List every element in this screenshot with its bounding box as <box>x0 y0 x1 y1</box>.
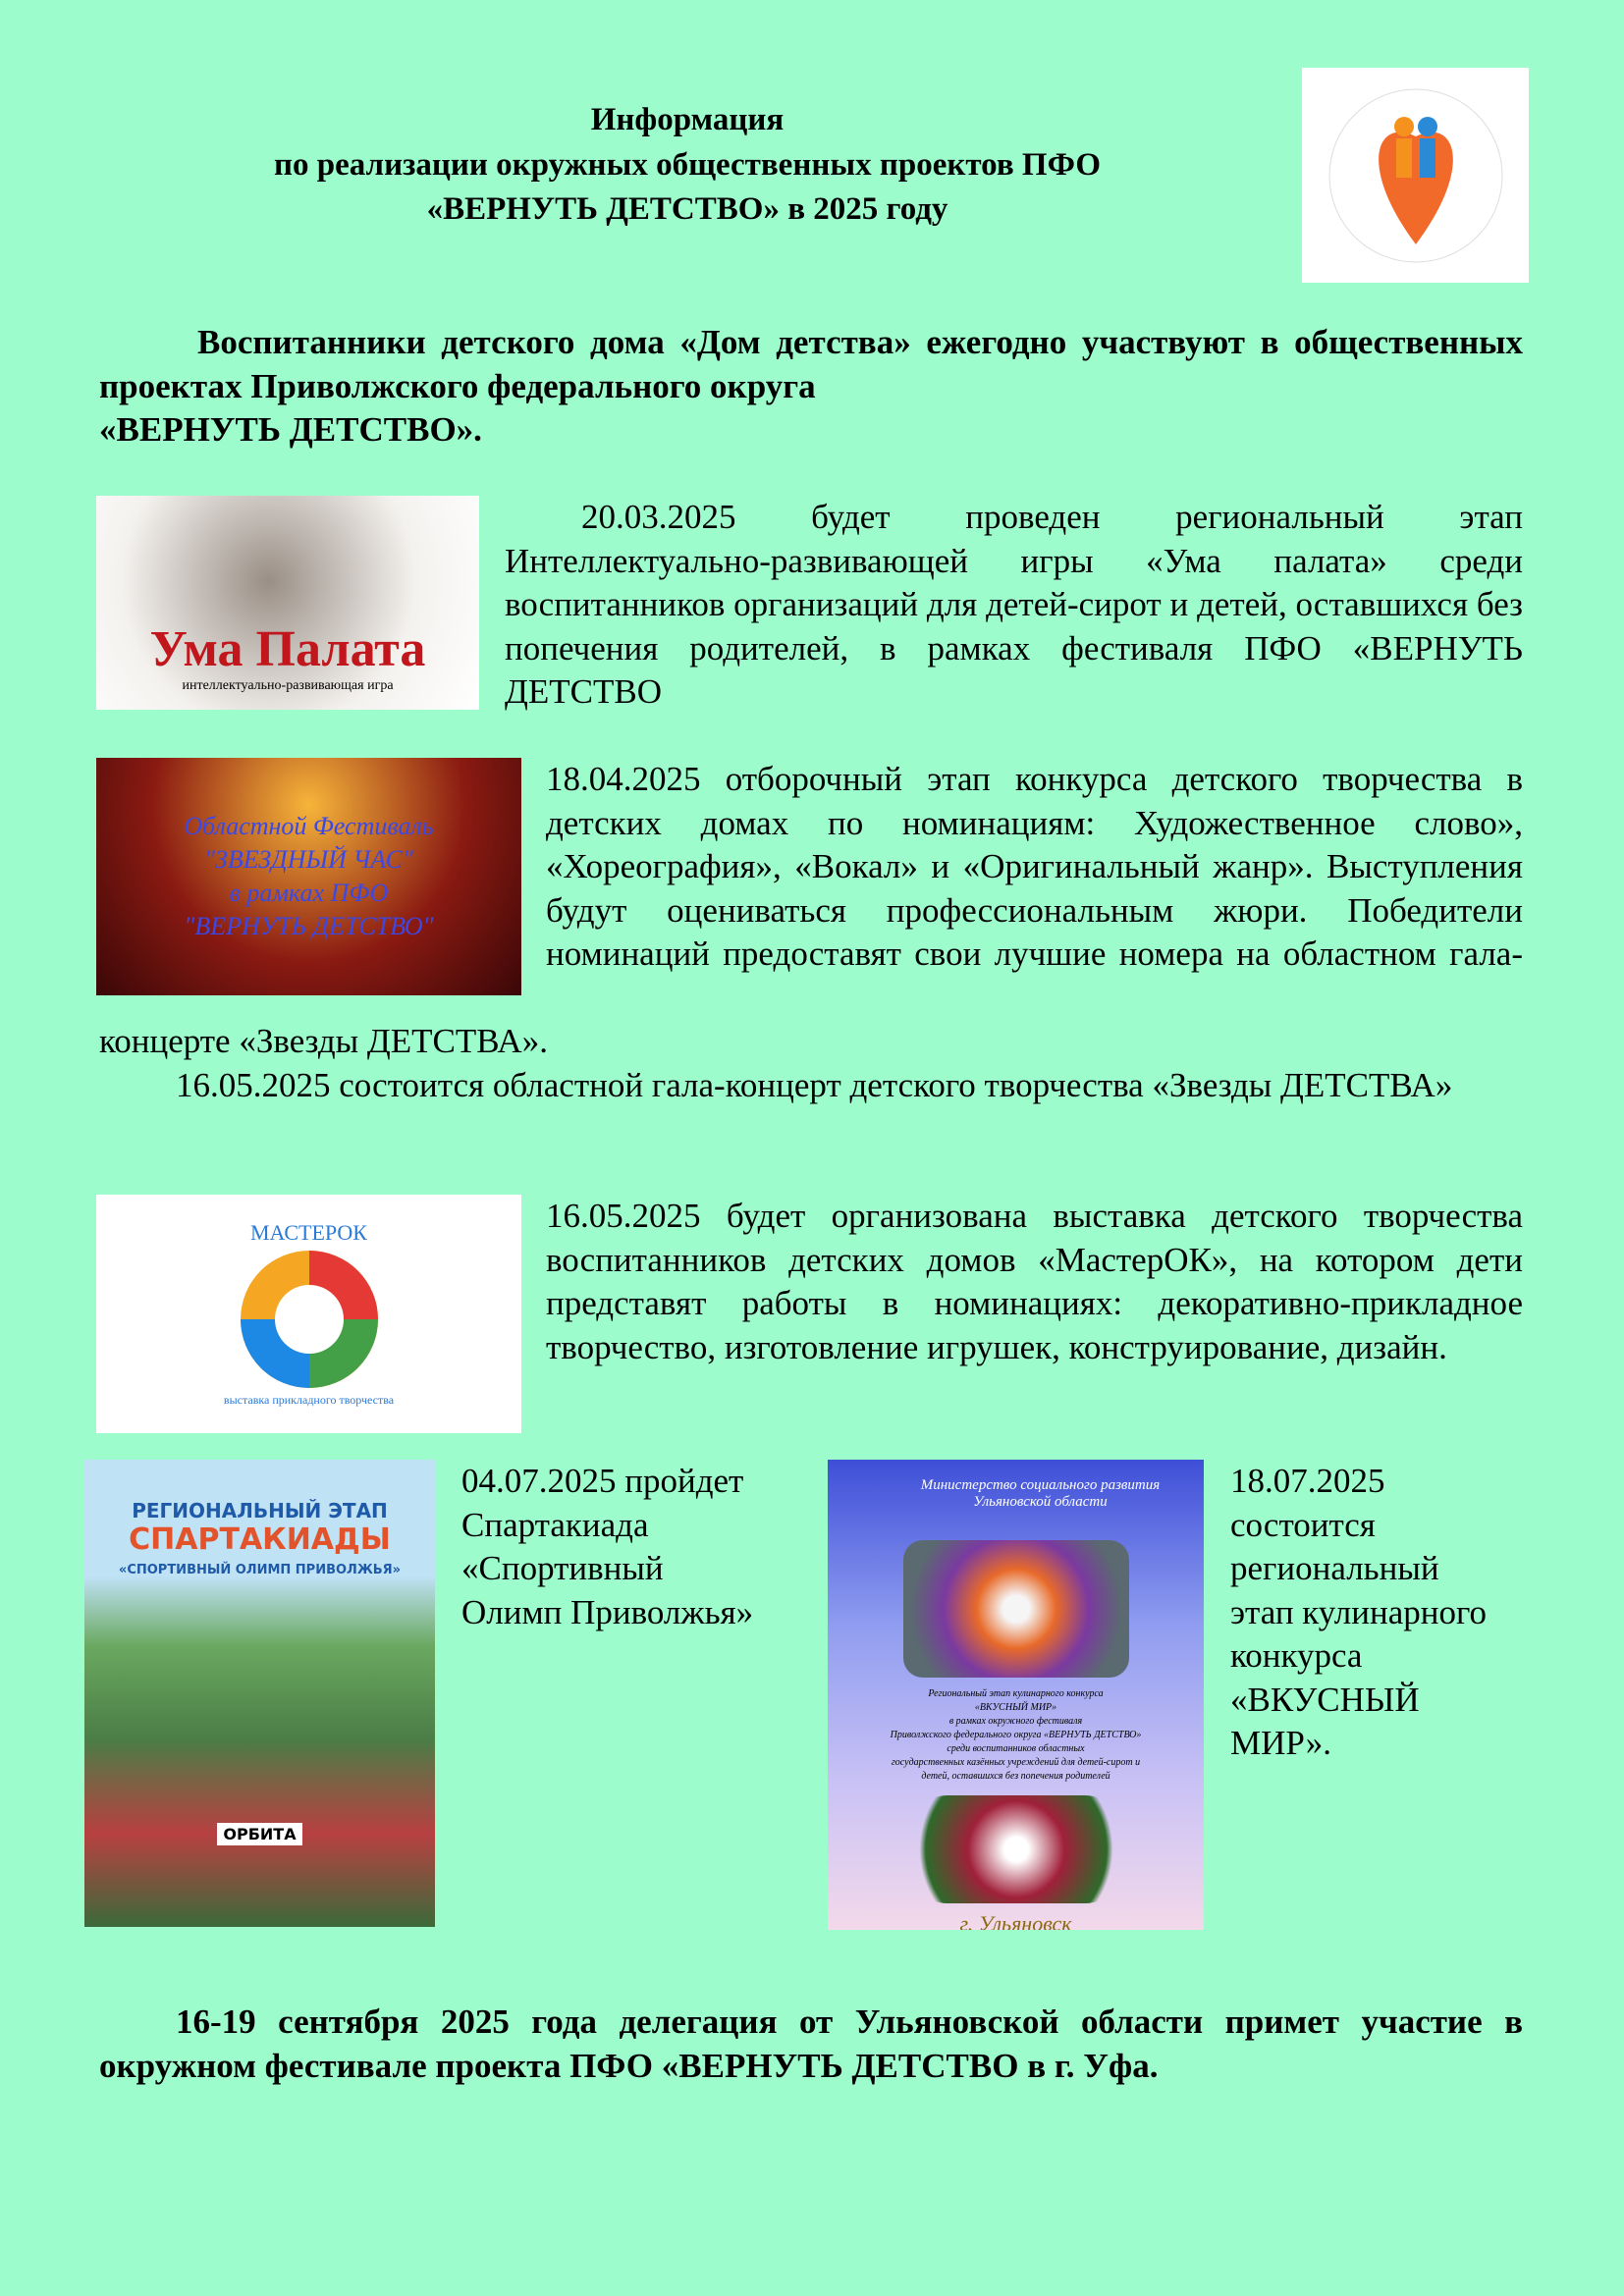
image-caption: «ВКУСНЫЙ МИР» <box>974 1702 1057 1713</box>
intro-text: Воспитанники детского дома «Дом детства» ежегодно участвуют в общественных проектах Приволжского федерального округа <box>99 323 1523 405</box>
spartakiada-image <box>84 1460 435 1927</box>
uma-palata-image <box>96 496 479 710</box>
gala-concert-text: 16.05.2025 состоится областной гала-концерт детского творчества «Звезды ДЕТСТВА» <box>176 1066 1453 1104</box>
gear-wheel-icon <box>236 1246 383 1393</box>
text-line: состоится <box>1230 1505 1376 1544</box>
image-caption: РЕГИОНАЛЬНЫЙ ЭТАП <box>132 1499 388 1522</box>
image-caption: СПАРТАКИАДЫ <box>129 1522 391 1557</box>
vegetable-photo <box>908 1795 1124 1903</box>
star-hour-text: 18.04.2025 отборочный этап конкурса детского творчества в детских домах по номинациям: Художественное слово», «Хореография», «Вокал» и «Оригинальный жанр». Выступления будут оцениваться профессиональным жюри. Победители номинаций предоставят свои лучшие номера на областном гала- <box>546 760 1523 973</box>
text-line: конкурса <box>1230 1636 1363 1675</box>
image-caption: Министерство социального развития <box>920 1477 1161 1493</box>
image-caption: Региональный этап кулинарного конкурса <box>928 1688 1104 1699</box>
uma-palata-text: 20.03.2025 будет проведен региональный этап Интеллектуально-развивающей игры «Ума палата» среди воспитанников организаций для детей-сирот и детей, оставшихся без попечения родителей, в рамках фестиваля ПФО «ВЕРНУТЬ ДЕТСТВО <box>505 498 1523 711</box>
masterok-image <box>96 1195 521 1433</box>
text-line: МИР». <box>1230 1724 1331 1762</box>
intro-text-line: «ВЕРНУТЬ ДЕТСТВО». <box>99 410 482 449</box>
image-caption: Ума Палата <box>149 620 426 677</box>
vkusny-mir-image <box>828 1460 1204 1930</box>
image-caption: в рамках окружного фестиваля <box>948 1716 1083 1727</box>
flower-photo <box>903 1540 1129 1678</box>
vkusny-mir-text <box>1230 1460 1525 1766</box>
image-caption: "ВЕРНУТЬ ДЕТСТВО" <box>184 912 434 940</box>
star-hour-image <box>96 758 521 995</box>
project-logo <box>1302 68 1529 283</box>
intro-paragraph <box>99 321 1523 453</box>
image-caption: «СПОРТИВНЫЙ ОЛИМП ПРИВОЛЖЬЯ» <box>118 1563 402 1577</box>
image-caption: в рамках ПФО <box>229 879 389 907</box>
title-line: «ВЕРНУТЬ ДЕТСТВО» в 2025 году <box>426 191 948 227</box>
text-line: региональный <box>1230 1549 1439 1587</box>
text-line: «ВКУСНЫЙ <box>1230 1680 1420 1719</box>
text-line: Олимп Приволжья» <box>461 1592 754 1631</box>
text-line: Спартакиада <box>461 1505 649 1544</box>
image-caption: "ЗВЕЗДНЫЙ ЧАС" <box>204 845 413 874</box>
image-caption: среди воспитанников областных <box>947 1743 1085 1754</box>
image-caption: выставка прикладного творчества <box>223 1393 395 1407</box>
image-caption: г. Ульяновск <box>959 1911 1072 1930</box>
text-line: этап кулинарного <box>1230 1592 1487 1631</box>
heart-logo-icon <box>1318 78 1514 274</box>
image-caption: МАСТЕРОК <box>250 1220 367 1245</box>
star-hour-text-cont: концерте «Звезды ДЕТСТВА». <box>99 1022 548 1060</box>
image-caption: государственных казённых учреждений для детей-сирот и <box>891 1757 1141 1768</box>
text-line: «Спортивный <box>461 1549 664 1587</box>
page-title <box>147 98 1227 233</box>
image-caption: ОРБИТА <box>217 1823 301 1845</box>
image-caption: интеллектуально-развивающая игра <box>182 677 394 693</box>
title-line: Информация <box>590 102 785 137</box>
spartakiada-text <box>461 1460 815 1634</box>
image-caption: Областной Фестиваль <box>184 812 434 840</box>
image-caption: детей, оставшихся без попечения родителей <box>921 1771 1110 1782</box>
masterok-text: 16.05.2025 будет организована выставка детского творчества воспитанников детских домов «МастерОК», на котором дети представят работы в номинациях: декоративно-прикладное творчество, изготовление игрушек, конструирование, дизайн. <box>546 1197 1523 1366</box>
image-caption: Ульяновской области <box>973 1494 1108 1510</box>
closing-paragraph: 16-19 сентября 2025 года делегация от Ульяновской области примет участие в окружном фестивале проекта ПФО «ВЕРНУТЬ ДЕТСТВО в г. Уфа. <box>99 2002 1523 2085</box>
title-line: по реализации окружных общественных проектов ПФО <box>274 146 1101 183</box>
text-line: 04.07.2025 пройдет <box>461 1462 744 1500</box>
image-caption: Приволжского федерального округа «ВЕРНУТЬ ДЕТСТВО» <box>890 1730 1142 1740</box>
text-line: 18.07.2025 <box>1230 1462 1385 1500</box>
